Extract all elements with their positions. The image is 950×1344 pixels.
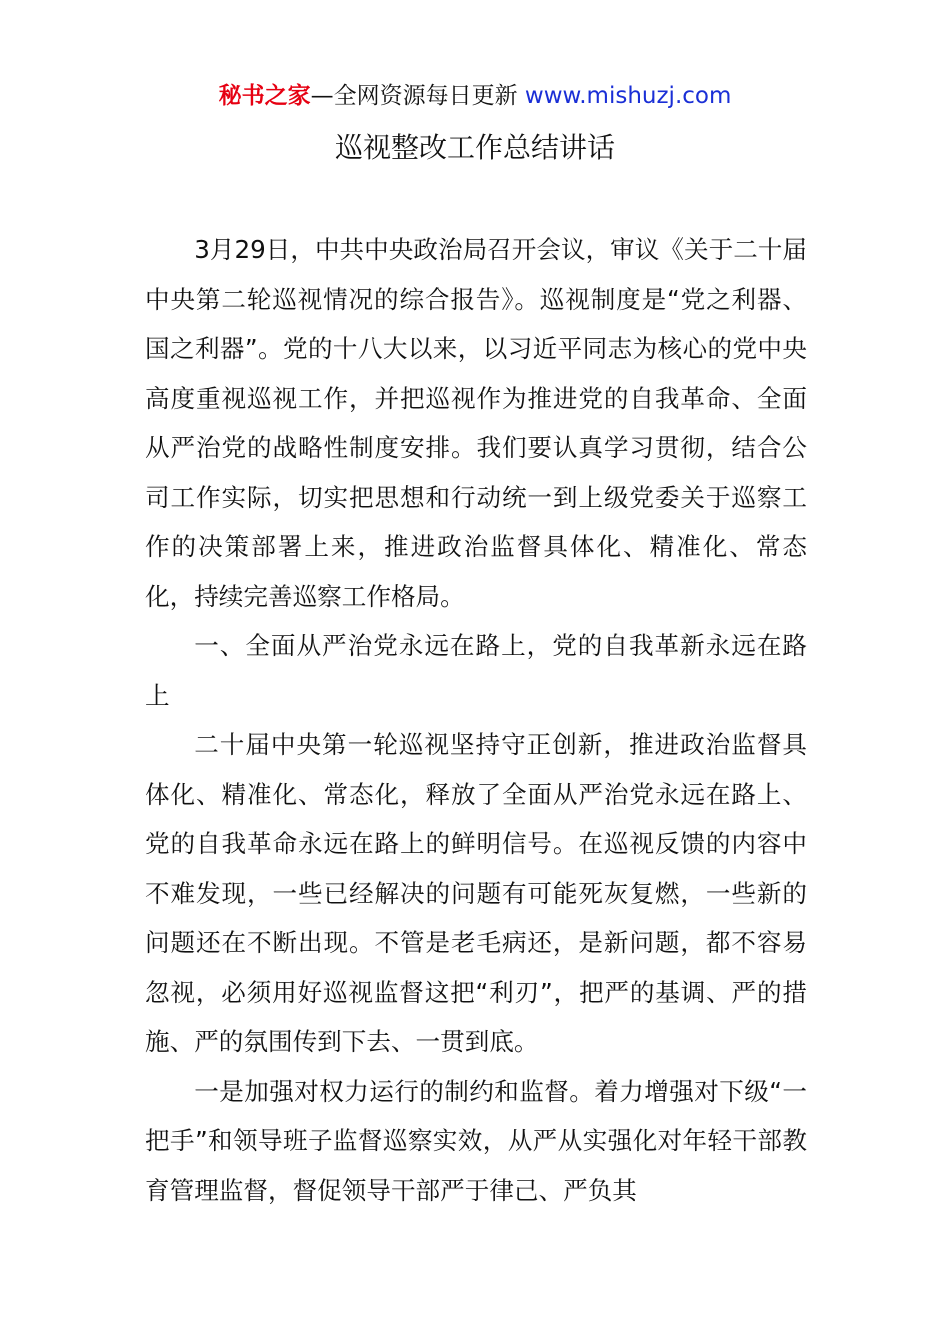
document-body [145, 225, 807, 1215]
site-url-link[interactable]: www.mishuzj.com [524, 83, 732, 109]
paragraph-intro: 3月29日，中共中央政治局召开会议，审议《关于二十届中央第二轮巡视情况的综合报告》。巡视制度是“党之利器、国之利器”。党的十八大以来，以习近平同志为核心的党中央高度重视巡视工作，并把巡视作为推进党的自我革命、全面从严治党的战略性制度安排。我们要认真学习贯彻，结合公司工作实际，切实把思想和行动统一到上级党委关于巡察工作的决策部署上来，推进政治监督具体化、精准化、常态化，持续完善巡察工作格局。 [145, 235, 807, 611]
paragraph-point-1: 一是加强对权力运行的制约和监督。着力增强对下级“一把手”和领导班子监督巡察实效，从严从实强化对年轻干部教育管理监督，督促领导干部严于律己、严负其 [145, 1076, 807, 1205]
section-heading-1: 一、全面从严治党永远在路上，党的自我革新永远在路上 [145, 631, 807, 710]
brand-name: 秘书之家 [218, 83, 311, 109]
document-title: 巡视整改工作总结讲话 [334, 131, 615, 164]
site-header [0, 80, 950, 112]
header-tagline: —全网资源每日更新 [310, 83, 518, 109]
paragraph-section-1: 二十届中央第一轮巡视坚持守正创新，推进政治监督具体化、精准化、常态化，释放了全面从严治党永远在路上、党的自我革命永远在路上的鲜明信号。在巡视反馈的内容中不难发现，一些已经解决的问题有可能死灰复燃，一些新的问题还在不断出现。不管是老毛病还，是新问题，都不容易忽视，必须用好巡视监督这把“利刃”，把严的基调、严的措施、严的氛围传到下去、一贯到底。 [145, 730, 807, 1056]
